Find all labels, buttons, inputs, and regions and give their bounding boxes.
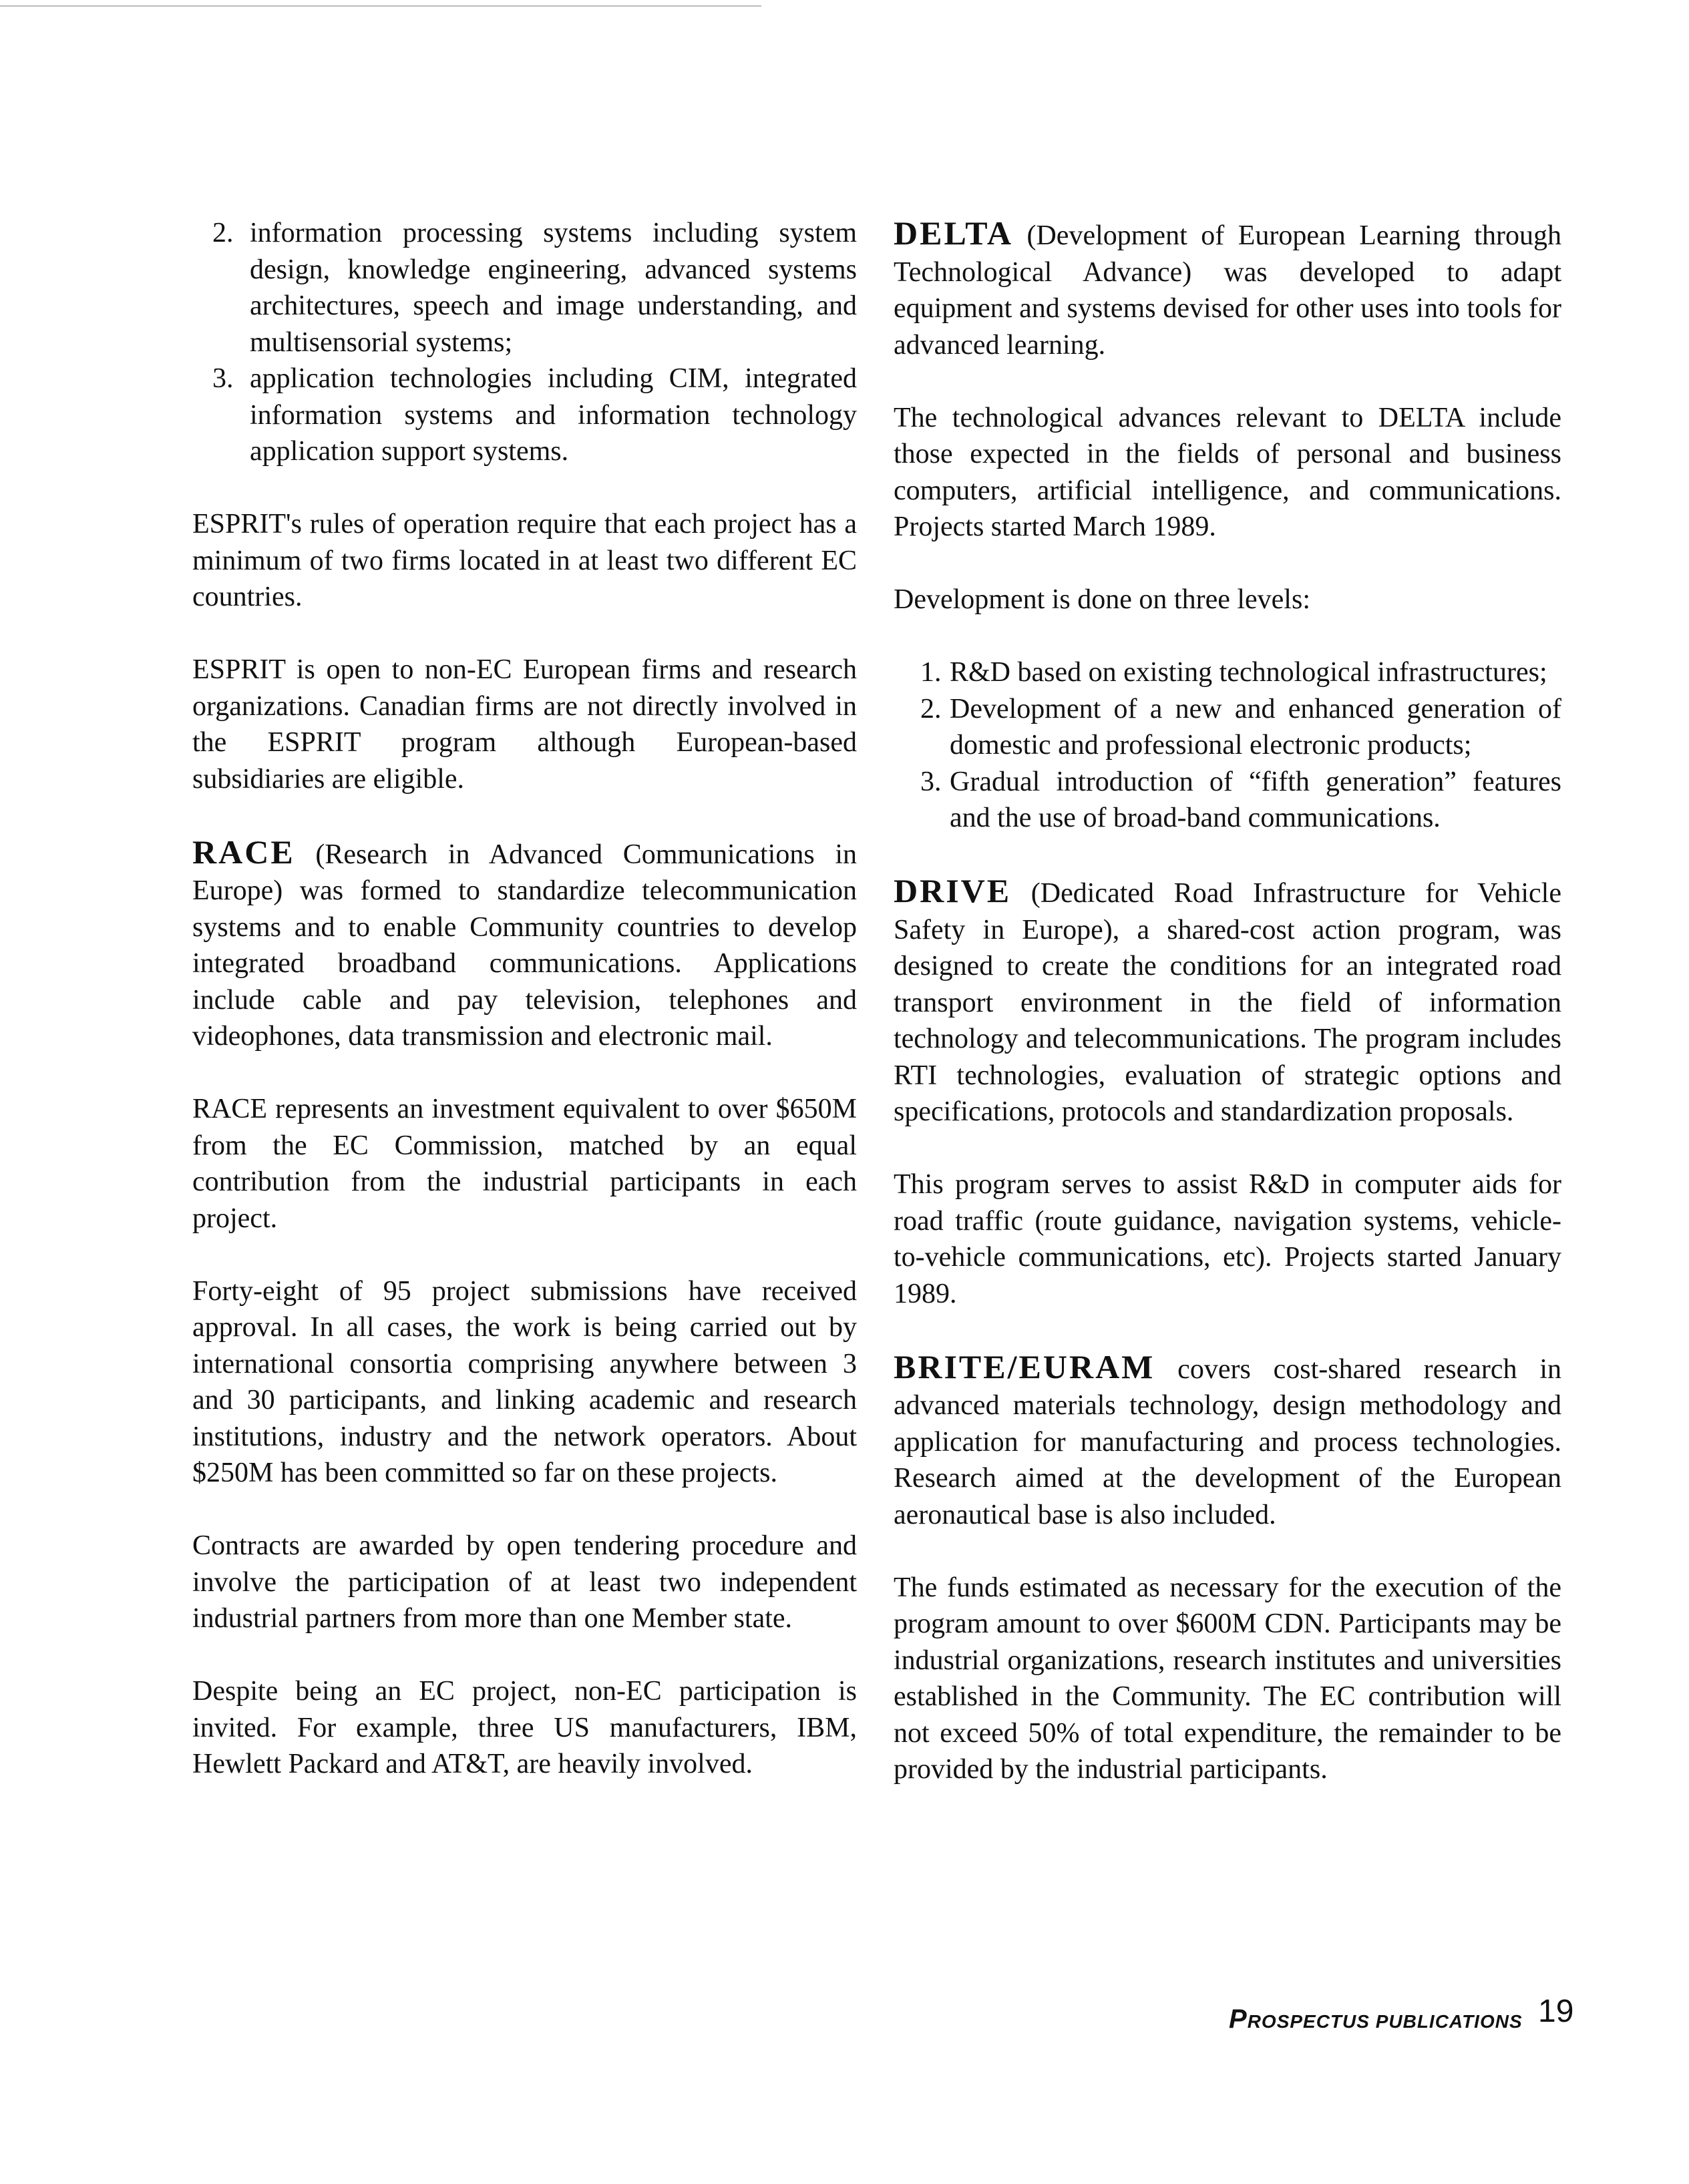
publisher-logo <box>1229 2004 1523 2034</box>
race-heading: RACE <box>192 833 295 871</box>
drive-heading: DRIVE <box>894 872 1012 909</box>
list-number: 3. <box>920 766 942 797</box>
right-column <box>894 215 1561 1824</box>
delta-heading: DELTA <box>894 214 1013 252</box>
list-number: 2. <box>920 693 942 724</box>
list-number: 1. <box>920 657 942 688</box>
non-ec-participation-paragraph: Despite being an EC project, non-EC participation is invited. For example, three US manufacturers, IBM, Hewlett Packard and AT&T, are heavily involved. <box>192 1676 857 1779</box>
list-item-text: Gradual introduction of “fifth generation” features and the use of broad-band communications. <box>950 766 1561 833</box>
esprit-rules-paragraph: ESPRIT's rules of operation require that each project has a minimum of two firms located in at least two different EC countries. <box>192 509 857 612</box>
race-description: (Research in Advanced Communications in Europe) was formed to standardize telecommunication systems and to enable Community countries to develop integrated broadband communications. Applications include cable and pay television, telephones and videophones, data transmission and electronic mail. <box>192 839 857 1052</box>
right-numbered-list <box>894 654 1561 837</box>
list-item <box>192 215 857 361</box>
left-column <box>192 215 857 1819</box>
race-investment-paragraph: RACE represents an investment equivalent to over $650M from the EC Commission, matched by an equal contribution from the industrial participants in each project. <box>192 1094 857 1234</box>
project-submissions-paragraph: Forty-eight of 95 project submissions have received approval. In all cases, the work is being carried out by international consortia comprising anywhere between 3 and 30 participants, and linking academic and research institutions, industry and the network operators. About $250M has been committed so far on these projects. <box>192 1275 857 1488</box>
list-number: 2. <box>212 218 234 248</box>
development-levels-intro: Development is done on three levels: <box>894 584 1310 615</box>
delta-advances-paragraph: The technological advances relevant to DELTA include those expected in the fields of personal and business computers, artificial intelligence, and communications. Projects started March 1989. <box>894 402 1561 542</box>
esprit-open-paragraph: ESPRIT is open to non-EC European firms and research organizations. Canadian firms are not directly involved in the ESPRIT program although European-based subsidiaries are eligible. <box>192 654 857 795</box>
list-item-text: information processing systems including system design, knowledge engineering, advanced systems architectures, speech and image understanding, and multisensorial systems; <box>250 218 857 358</box>
list-item <box>192 361 857 470</box>
list-item <box>894 764 1561 837</box>
race-paragraph <box>192 834 857 1055</box>
drive-description: (Dedicated Road Infrastructure for Vehicle Safety in Europe), a shared-cost action program, was designed to create the conditions for an integrated road transport environment in the field of information technology and telecommunications. The program includes RTI technologies, evaluation of strategic options and specifications, protocols and standardization proposals. <box>894 878 1561 1127</box>
top-rule <box>0 5 761 7</box>
drive-rd-paragraph: This program serves to assist R&D in computer aids for road traffic (route guidance, navigation systems, vehicle-to-vehicle communications, etc). Projects started January 1989. <box>894 1169 1561 1309</box>
brite-euram-paragraph <box>894 1349 1561 1534</box>
list-item <box>894 654 1561 691</box>
funds-paragraph: The funds estimated as necessary for the execution of the program amount to over $600M CDN. Participants may be industrial organizations, research institutes and universities established in the Community. The EC contribution will not exceed 50% of total expenditure, the remainder to be provided by the industrial participants. <box>894 1572 1561 1785</box>
left-numbered-list <box>192 215 857 470</box>
delta-paragraph <box>894 215 1561 363</box>
contracts-paragraph: Contracts are awarded by open tendering procedure and involve the participation of at least two independent industrial partners from more than one Member state. <box>192 1530 857 1634</box>
list-item-text: Development of a new and enhanced generation of domestic and professional electronic products; <box>950 693 1561 760</box>
brite-euram-description: covers cost-shared research in advanced materials technology, design methodology and application for manufacturing and process technologies. Research aimed at the development of the European aeronautical base is also included. <box>894 1353 1561 1530</box>
page-number: 19 <box>1538 1994 1574 2029</box>
logo-initial: P <box>1229 2004 1248 2034</box>
logo-text: ROSPECTUS PUBLICATIONS <box>1247 2011 1523 2032</box>
delta-description: (Development of European Learning through Technological Advance) was developed to adapt equipment and systems devised for other uses into tools for advanced learning. <box>894 220 1561 361</box>
brite-euram-heading: BRITE/EURAM <box>894 1347 1155 1385</box>
drive-paragraph <box>894 873 1561 1130</box>
list-item-text: application technologies including CIM, integrated information systems and information technology application support systems. <box>250 363 857 467</box>
list-item <box>894 691 1561 764</box>
list-item-text: R&D based on existing technological infrastructures; <box>950 657 1547 688</box>
list-number: 3. <box>212 363 234 394</box>
